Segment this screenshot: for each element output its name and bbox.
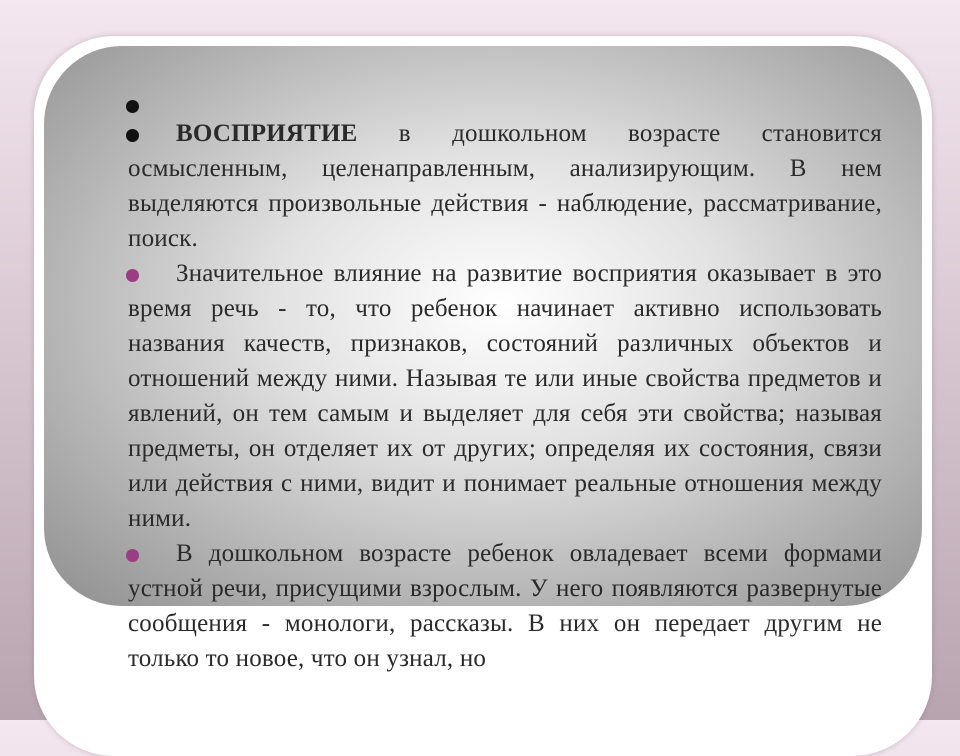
oral-speech-paragraph: [128, 536, 882, 676]
black-bullet-icon: [126, 100, 139, 113]
black-bullet-icon: [126, 129, 139, 142]
empty-bullet-paragraph: [128, 96, 882, 116]
slide-text: [128, 96, 882, 676]
paragraph-text: Значительное влияние на развитие восприятия оказывает в это время речь - то, что ребенок начинает активно использовать названия качеств, признаков, состояний различных объектов и отношений между ними. Называя те или иные свойства предметов и явлений, он тем самым и выделяет для себя эти свойства; называя предметы, он отделяет их от других; определяя их состояния, связи или действия с ними, видит и понимает реальные отношения между ними.: [128, 260, 882, 532]
term-perception: ВОСПРИЯТИЕ: [176, 120, 358, 147]
purple-bullet-icon: [126, 549, 139, 562]
paragraph-text: В дошкольном возрасте ребенок овладевает всеми формами устной речи, присущими взрослым. У него появляются развернутые сообщения - монологи, рассказы. В них он передает другим не только то новое, что он узнал, но: [128, 540, 882, 672]
paragraph-text: в дошкольном возрасте становится осмысленным, целенаправленным, анализирующим. В нем выделяются произвольные действия - наблюдение, рассматривание, поиск.: [128, 120, 882, 252]
purple-bullet-icon: [126, 269, 139, 282]
speech-influence-paragraph: [128, 256, 882, 536]
perception-paragraph: [128, 116, 882, 256]
